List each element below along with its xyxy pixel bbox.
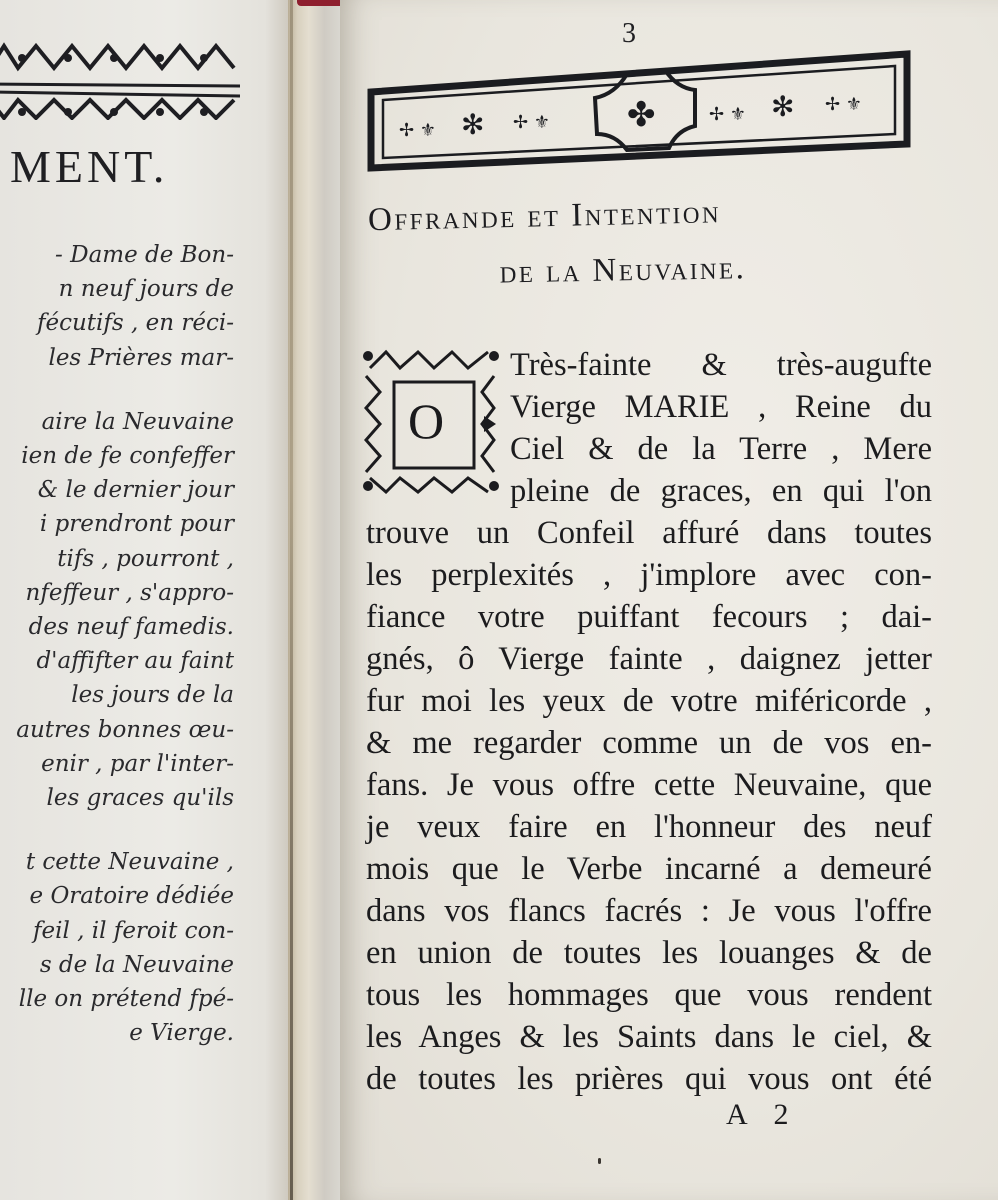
text-line: d'affifter au faint	[36, 648, 234, 675]
text-line: fans. Je vous offre cette Neuvaine, que	[366, 767, 932, 803]
text-line: lle on prétend fpé-	[18, 986, 234, 1013]
text-line: & le dernier jour	[37, 477, 234, 504]
text-line: & me regarder comme un de vos en-	[366, 725, 932, 761]
zigzag-border-ornament-icon	[0, 28, 240, 120]
text-line: feil , il feroit con-	[33, 917, 234, 944]
left-page-text	[0, 238, 234, 1050]
text-line: les Anges & les Saints dans le ciel, &	[366, 1019, 932, 1055]
chapter-title	[366, 186, 916, 298]
paragraph-gap	[0, 375, 234, 405]
text-line: les Prières mar-	[48, 344, 234, 371]
svg-text:✢ ⚜: ✢ ⚜	[709, 104, 746, 125]
text-line: e Vierge.	[129, 1020, 234, 1047]
drop-cap-letter: O	[408, 393, 445, 449]
left-page	[0, 0, 288, 1200]
text-line: Ciel & de la Terre , Mere	[510, 431, 932, 467]
text-line: enir , par l'inter-	[41, 750, 234, 777]
text-line: je veux faire en l'honneur des neuf	[366, 809, 932, 845]
text-line: trouve un Confeil affuré dans toutes	[366, 515, 932, 551]
title-line-1: Offrande et Intention	[367, 194, 722, 239]
text-line: - Dame de Bon-	[55, 242, 234, 268]
text-line: mois que le Verbe incarné a demeuré	[366, 851, 932, 887]
text-line: en union de toutes les louanges & de	[366, 935, 932, 971]
signature-mark: A 2	[726, 1098, 799, 1131]
svg-text:✢ ⚜: ✢ ⚜	[513, 112, 550, 133]
text-line: nfeffeur , s'appro-	[25, 579, 234, 606]
text-line: gnés, ô Vierge fainte , daignez jetter	[366, 641, 932, 677]
text-line: tous les hommages que vous rendent	[366, 977, 932, 1013]
headpiece-ornament-icon	[365, 48, 913, 172]
text-line: des neuf famedis.	[28, 614, 234, 641]
text-line: ien de fe confeffer	[21, 443, 234, 470]
text-line: s de la Neuvaine	[39, 951, 234, 978]
paragraph-gap	[0, 815, 234, 845]
text-line: fiance votre puiffant fecours ; dai-	[366, 599, 932, 635]
text-line: tifs , pourront ,	[57, 545, 234, 572]
text-line: i prendront pour	[39, 511, 234, 538]
title-line-2: de la Neuvaine.	[499, 250, 747, 291]
page-number: 3	[622, 18, 636, 49]
text-line: de toutes les prières qui vous ont été	[366, 1061, 932, 1097]
ink-speck	[598, 1158, 601, 1164]
svg-text:✻: ✻	[771, 90, 795, 123]
svg-text:✢ ⚜: ✢ ⚜	[399, 120, 436, 141]
left-page-heading: MENT.	[10, 141, 169, 192]
text-line: fécutifs , en réci-	[36, 310, 234, 337]
text-line: fur moi les yeux de votre miféricorde ,	[366, 683, 932, 719]
text-line: n neuf jours de	[58, 276, 234, 303]
book-gutter	[288, 0, 340, 1200]
page-crease	[290, 0, 293, 1200]
svg-text:✤: ✤	[627, 95, 656, 135]
text-line: t cette Neuvaine ,	[25, 849, 234, 876]
text-line: Très-fainte & très-augufte	[510, 347, 932, 383]
text-line: aire la Neuvaine	[41, 408, 234, 435]
svg-text:✻: ✻	[461, 108, 485, 141]
text-line: pleine de graces, en qui l'on	[510, 473, 932, 509]
text-line: autres bonnes œu-	[16, 716, 234, 743]
text-line: e Oratoire dédiée	[29, 883, 234, 910]
right-page-body-text	[366, 344, 932, 1100]
text-line: les perplexités , j'implore avec con-	[366, 557, 932, 593]
text-line: les graces qu'ils	[46, 785, 234, 812]
text-line: les jours de la	[71, 682, 234, 709]
text-line: dans vos flancs facrés : Je vous l'offre	[366, 893, 932, 929]
svg-text:✢ ⚜: ✢ ⚜	[825, 94, 862, 115]
text-line: Vierge MARIE , Reine du	[510, 389, 932, 425]
